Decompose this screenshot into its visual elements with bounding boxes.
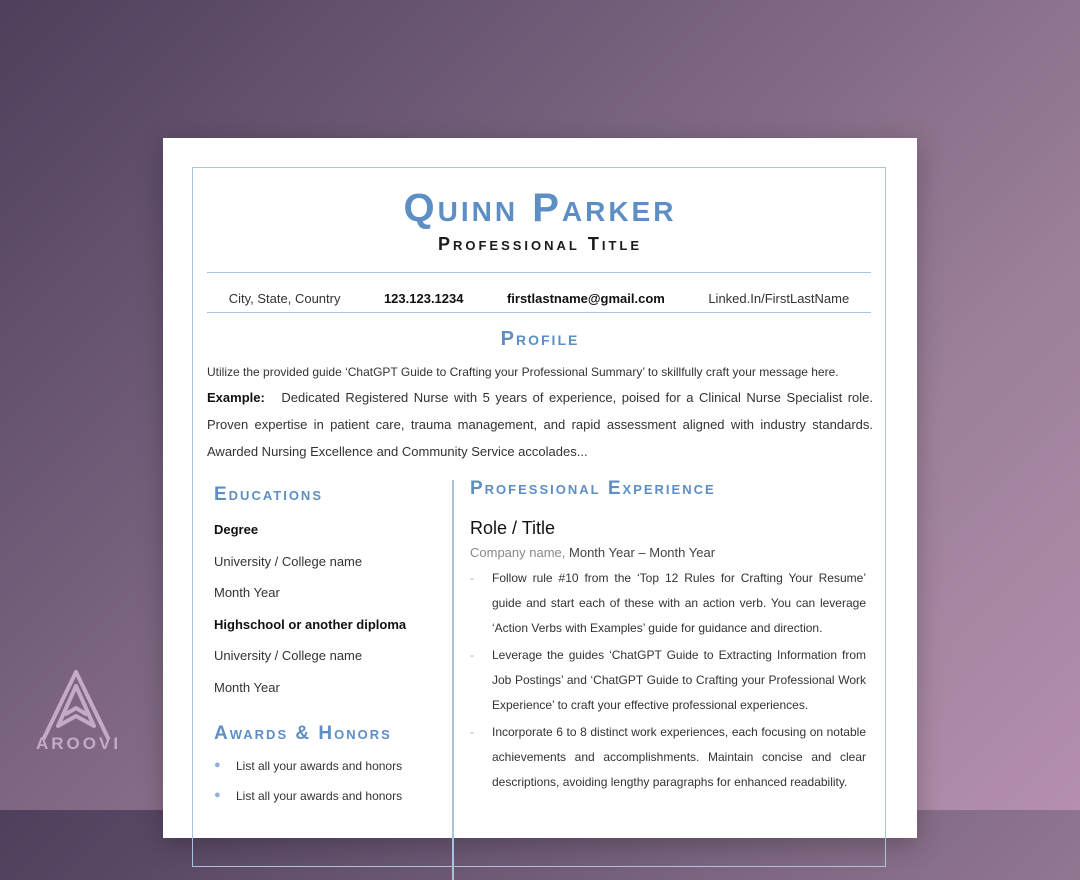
award-text: List all your awards and honors	[236, 789, 403, 803]
profile-example: Example: Dedicated Registered Nurse with 5 years of experience, poised for a Clinical Nurse Specialist role. Proven expertise in patient care, trauma management, and rapid assessment aligned with industry standards. Awarded Nursing Excellence and Community Service accolades...	[207, 390, 873, 459]
education-degree: Degree	[214, 522, 259, 537]
contact-location: City, State, Country	[228, 290, 341, 306]
right-column	[470, 478, 866, 797]
resume-page	[163, 138, 917, 838]
education-date: Month Year	[214, 679, 280, 695]
education-heading: Educations	[214, 484, 323, 505]
experience-bullet	[470, 566, 866, 641]
experience-bullet-text: Follow rule #10 from the ‘Top 12 Rules for Crafting Your Resume’ guide and start each of these with an action verb. You can leverage ‘Action Verbs with Examples’ guide for guidance and direction.	[492, 571, 866, 635]
column-divider	[452, 480, 454, 880]
education-school: University / College name	[214, 648, 363, 663]
bullet-icon: ●	[214, 759, 221, 771]
contact-row	[207, 283, 871, 313]
contact-phone: 123.123.1234	[383, 290, 464, 306]
experience-bullet	[470, 720, 866, 795]
contact-email: firstlastname@gmail.com	[506, 290, 665, 306]
award-text: List all your awards and honors	[236, 759, 403, 773]
experience-company: Company name,	[470, 545, 566, 560]
dash-icon: -	[470, 725, 474, 739]
experience-bullet-text: Leverage the guides ‘ChatGPT Guide to Extracting Information from Job Postings’ and ‘ChatGPT Guide to Crafting your Professional Work Experience’ to craft your effective professional experiences.	[492, 648, 866, 712]
award-item	[214, 759, 434, 789]
profile-heading: Profile	[500, 328, 580, 350]
dash-icon: -	[470, 648, 474, 662]
awards-heading: Awards & Honors	[214, 723, 392, 744]
award-item	[214, 789, 434, 819]
education-date: Month Year	[214, 585, 280, 600]
left-column	[214, 484, 434, 819]
experience-bullets	[470, 566, 866, 795]
education-degree: Highschool or another diploma	[214, 616, 407, 632]
profile-example-text: Dedicated Registered Nurse with 5 years of experience, poised for a Clinical Nurse Specialist role. Proven expertise in patient care, trauma management, and rapid assessment aligned with industry standards. Awarded Nursing Excellence and Community Service accolades...	[207, 390, 873, 459]
resume-name: Quinn Parker	[403, 186, 677, 230]
resume-title: Professional Title	[437, 234, 643, 254]
divider-top	[207, 272, 871, 273]
contact-linkedin: Linked.In/FirstLastName	[708, 290, 850, 306]
dash-icon: -	[470, 571, 474, 585]
profile-intro: Utilize the provided guide ‘ChatGPT Guide to Crafting your Professional Summary’ to skillfully craft your message here.	[207, 365, 839, 379]
experience-company-line	[470, 545, 866, 560]
experience-heading: Professional Experience	[470, 478, 716, 499]
experience-role: Role / Title	[470, 518, 556, 538]
divider-bottom	[207, 312, 871, 313]
profile-example-label: Example	[207, 390, 261, 405]
experience-bullet-text: Incorporate 6 to 8 distinct work experiences, each focusing on notable achievements and accomplishments. Maintain concise and clear descriptions, avoiding lengthy paragraphs for enhanced readability.	[492, 725, 866, 789]
education-school: University / College name	[214, 553, 363, 569]
bullet-icon: ●	[214, 789, 221, 801]
experience-dates: Month Year – Month Year	[569, 545, 716, 560]
brand-name: AROOVI	[36, 734, 122, 753]
experience-bullet	[470, 643, 866, 718]
profile-text	[207, 360, 873, 465]
